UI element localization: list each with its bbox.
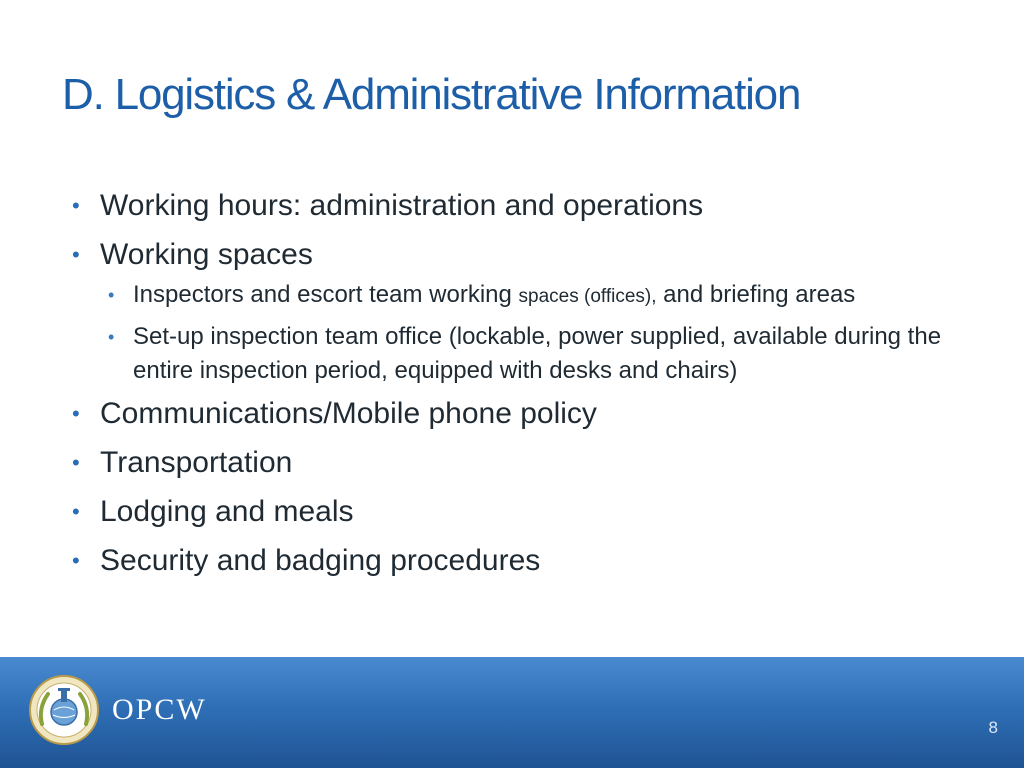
list-item: [72, 235, 972, 275]
bullet-list: [72, 186, 972, 590]
list-item-text: Communications/Mobile phone policy: [100, 397, 597, 430]
bullet-icon: •: [72, 242, 80, 267]
sub-list-item: [100, 278, 972, 314]
bullet-icon: •: [72, 548, 80, 573]
list-item-text: Working hours: administration and operations: [100, 189, 704, 222]
bullet-icon: •: [108, 285, 115, 305]
sub-list-item-text: Set-up inspection team office (lockable, power supplied, available during the entire inspection period, equipped with desks and chairs): [133, 323, 942, 384]
bullet-icon: •: [72, 499, 80, 524]
sub-list-item-text: Inspectors and escort team working: [133, 281, 519, 308]
list-item: [72, 443, 972, 483]
slide-title: D. Logistics & Administrative Information: [62, 70, 801, 119]
list-item-text: Working spaces: [100, 238, 313, 271]
bullet-icon: •: [108, 327, 115, 347]
bullet-icon: •: [72, 401, 80, 426]
sub-list-item-text: and briefing areas: [656, 281, 856, 308]
list-item: [72, 186, 972, 226]
list-item-text: Security and badging procedures: [100, 544, 541, 577]
list-item: [72, 541, 972, 581]
footer-bar: [0, 657, 1024, 768]
sub-list-item: [100, 320, 972, 388]
page-number: 8: [988, 718, 998, 737]
list-item: [72, 492, 972, 532]
opcw-emblem-icon: [28, 674, 100, 746]
sub-list: [100, 278, 972, 388]
sub-list-item-text-small: spaces (offices),: [518, 286, 657, 307]
bullet-icon: •: [72, 450, 80, 475]
list-item-text: Lodging and meals: [100, 495, 354, 528]
list-item: [72, 394, 972, 434]
bullet-icon: •: [72, 193, 80, 218]
list-item-text: Transportation: [100, 446, 293, 479]
brand-wordmark: OPCW: [112, 693, 207, 726]
